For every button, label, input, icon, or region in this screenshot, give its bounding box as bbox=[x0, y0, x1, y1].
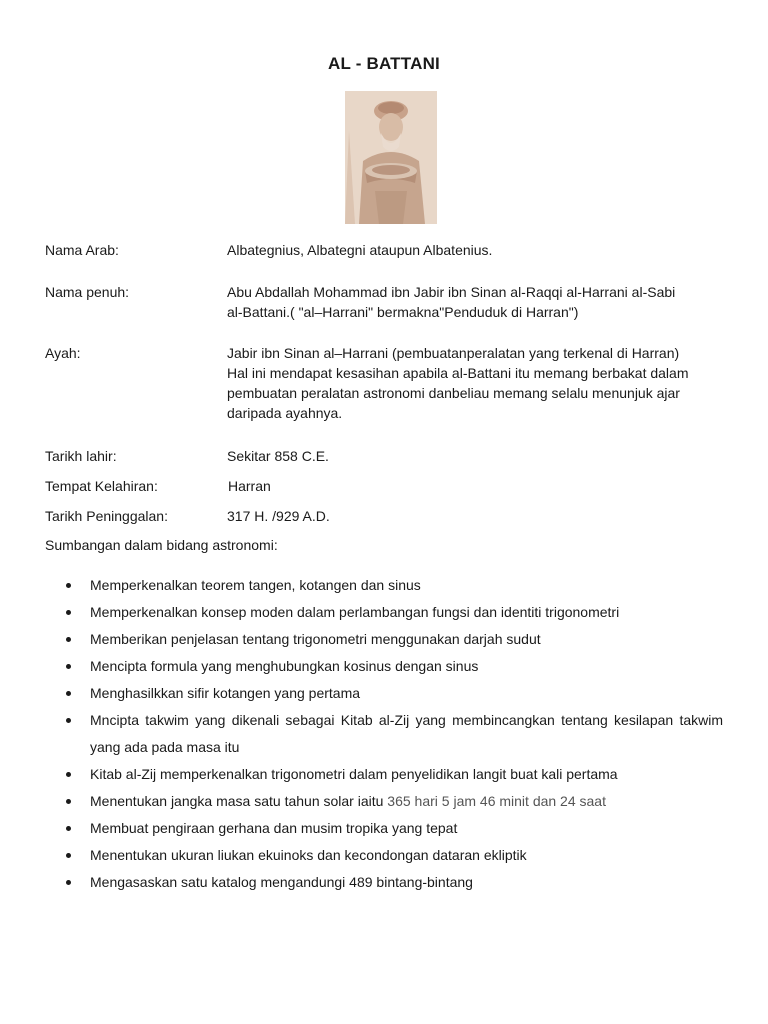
bullet-icon bbox=[66, 637, 71, 642]
list-item: Memberikan penjelasan tentang trigonometri menggunakan darjah sudut bbox=[45, 626, 723, 653]
field-value: Harran bbox=[228, 478, 271, 494]
page-title: AL - BATTANI bbox=[328, 54, 440, 73]
bullet-icon bbox=[66, 772, 71, 777]
list-item: Mncipta takwim yang dikenali sebagai Kitab al-Zij yang membincangkan tentang kesilapan takwim yang ada pada masa itu bbox=[45, 707, 723, 761]
field-label: Tarikh Peninggalan: bbox=[45, 508, 168, 524]
field-label: Ayah: bbox=[45, 345, 81, 361]
field-label: Tempat Kelahiran: bbox=[45, 478, 158, 494]
list-item: Mengasaskan satu katalog mengandungi 489 bintang-bintang bbox=[45, 869, 723, 896]
field-value-line: Abu Abdallah Mohammad ibn Jabir ibn Sinan al-Raqqi al-Harrani al-Sabi bbox=[227, 284, 676, 300]
contributions-heading: Sumbangan dalam bidang astronomi: bbox=[45, 537, 278, 553]
bullet-icon bbox=[66, 826, 71, 831]
field-value-line: Hal ini mendapat kesasihan apabila al-Battani itu memang berbakat dalam bbox=[227, 365, 689, 381]
list-item: Menghasilkkan sifir kotangen yang pertama bbox=[45, 680, 723, 707]
scholar-portrait-icon bbox=[345, 91, 437, 224]
bullet-icon bbox=[66, 664, 71, 669]
list-item: Memperkenalkan konsep moden dalam perlambangan fungsi dan identiti trigonometri bbox=[45, 599, 723, 626]
list-item: Membuat pengiraan gerhana dan musim tropika yang tepat bbox=[45, 815, 723, 842]
field-value-line: daripada ayahnya. bbox=[227, 405, 343, 421]
field-value: Sekitar 858 C.E. bbox=[227, 448, 329, 464]
bullet-icon bbox=[66, 880, 71, 885]
list-item: Mencipta formula yang menghubungkan kosinus dengan sinus bbox=[45, 653, 723, 680]
bullet-icon bbox=[66, 583, 71, 588]
bullet-icon bbox=[66, 853, 71, 858]
list-item: Memperkenalkan teorem tangen, kotangen dan sinus bbox=[45, 572, 723, 599]
field-value-line: pembuatan peralatan astronomi danbeliau memang selalu menunjuk ajar bbox=[227, 385, 680, 401]
field-label: Tarikh lahir: bbox=[45, 448, 117, 464]
field-label: Nama penuh: bbox=[45, 284, 130, 300]
bullet-icon bbox=[66, 691, 71, 696]
field-value: 317 H. /929 A.D. bbox=[227, 508, 330, 524]
contributions-list bbox=[45, 572, 723, 896]
list-item: Menentukan ukuran liukan ekuinoks dan kecondongan dataran ekliptik bbox=[45, 842, 723, 869]
bullet-icon bbox=[66, 799, 71, 804]
field-label: Nama Arab: bbox=[45, 242, 119, 258]
field-value-line: al-Battani.( "al–Harrani" bermakna"Penduduk di Harran") bbox=[227, 304, 579, 320]
list-item: Kitab al-Zij memperkenalkan trigonometri dalam penyelidikan langit buat kali pertama bbox=[45, 761, 723, 788]
solar-year-value: 365 hari 5 jam 46 minit dan 24 saat bbox=[387, 793, 606, 809]
bullet-icon bbox=[66, 610, 71, 615]
bullet-icon bbox=[66, 718, 71, 723]
field-value: Albategnius, Albategni ataupun Albatenius. bbox=[227, 242, 493, 258]
list-item: Menentukan jangka masa satu tahun solar iaitu 365 hari 5 jam 46 minit dan 24 saat bbox=[45, 788, 723, 815]
field-value-line: Jabir ibn Sinan al–Harrani (pembuatanperalatan yang terkenal di Harran) bbox=[227, 345, 680, 361]
